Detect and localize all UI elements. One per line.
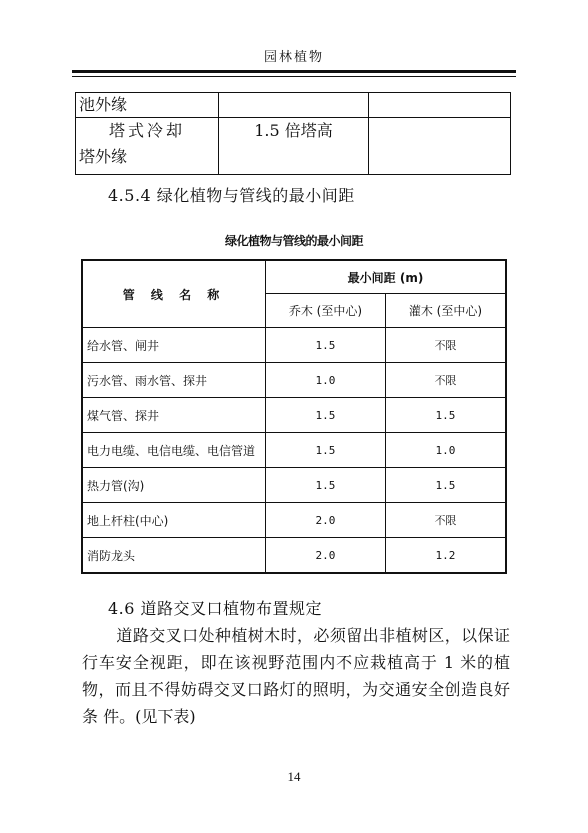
table-header-row <box>82 260 506 294</box>
table-row <box>82 538 506 574</box>
pipeline-name: 消防龙头 <box>82 538 266 574</box>
table-row <box>82 433 506 468</box>
table-cell: 池外缘 <box>76 93 219 118</box>
cell-line: 塔外缘 <box>79 147 128 166</box>
table-row <box>76 118 511 175</box>
tree-distance: 2.0 <box>266 503 386 538</box>
table-row <box>82 328 506 363</box>
shrub-distance: 1.5 <box>385 398 506 433</box>
body-paragraph <box>82 622 510 730</box>
pipeline-name: 煤气管、探井 <box>82 398 266 433</box>
table-cell <box>219 118 369 175</box>
cell-value: 1.5 倍塔高 <box>254 121 333 140</box>
tree-distance: 1.5 <box>266 433 386 468</box>
pipeline-name: 热力管(沟) <box>82 468 266 503</box>
tree-distance: 1.5 <box>266 398 386 433</box>
table-cell <box>76 118 219 175</box>
distance-table <box>81 259 507 574</box>
cell-line: 塔式冷却 <box>109 121 186 140</box>
tree-distance: 1.5 <box>266 468 386 503</box>
table-cell <box>369 118 511 175</box>
column-header-distance: 最小间距 (m) <box>266 260 507 294</box>
table-row <box>82 468 506 503</box>
table-row <box>82 503 506 538</box>
page-number: 14 <box>287 769 301 784</box>
column-header-shrub: 灌木 (至中心) <box>385 294 506 328</box>
shrub-distance: 1.0 <box>385 433 506 468</box>
column-header-tree: 乔木 (至中心) <box>266 294 386 328</box>
paragraph-text: 道路交叉口处种植树木时，必须留出非植树区，以保证行车安全视距，即在该视野范围内不应栽植高于 1 米的植物，而且不得妨碍交叉口路灯的照明，为交通安全创造良好条 件。(见下表) <box>82 626 510 726</box>
table-row <box>82 398 506 433</box>
pipeline-name: 给水管、闸井 <box>82 328 266 363</box>
shrub-distance: 不限 <box>385 503 506 538</box>
pipeline-name: 地上杆柱(中心) <box>82 503 266 538</box>
pipeline-name: 电力电缆、电信电缆、电信管道 <box>82 433 266 468</box>
table-caption: 绿化植物与管线的最小间距 <box>224 234 363 248</box>
table-cell <box>219 93 369 118</box>
table-row <box>82 363 506 398</box>
column-header-name: 管 线 名 称 <box>82 260 266 328</box>
tree-distance: 2.0 <box>266 538 386 574</box>
section-heading: 4.6 道路交叉口植物布置规定 <box>108 599 323 618</box>
tree-distance: 1.0 <box>266 363 386 398</box>
header-rule-thin <box>72 76 516 77</box>
table-row <box>76 93 511 118</box>
shrub-distance: 1.5 <box>385 468 506 503</box>
continued-table <box>75 92 511 175</box>
shrub-distance: 不限 <box>385 328 506 363</box>
shrub-distance: 不限 <box>385 363 506 398</box>
tree-distance: 1.5 <box>266 328 386 363</box>
header-rule-thick <box>72 70 516 73</box>
section-heading: 4.5.4 绿化植物与管线的最小间距 <box>108 186 355 205</box>
table-cell <box>369 93 511 118</box>
pipeline-name: 污水管、雨水管、探井 <box>82 363 266 398</box>
running-header: 园林植物 <box>263 50 324 65</box>
shrub-distance: 1.2 <box>385 538 506 574</box>
